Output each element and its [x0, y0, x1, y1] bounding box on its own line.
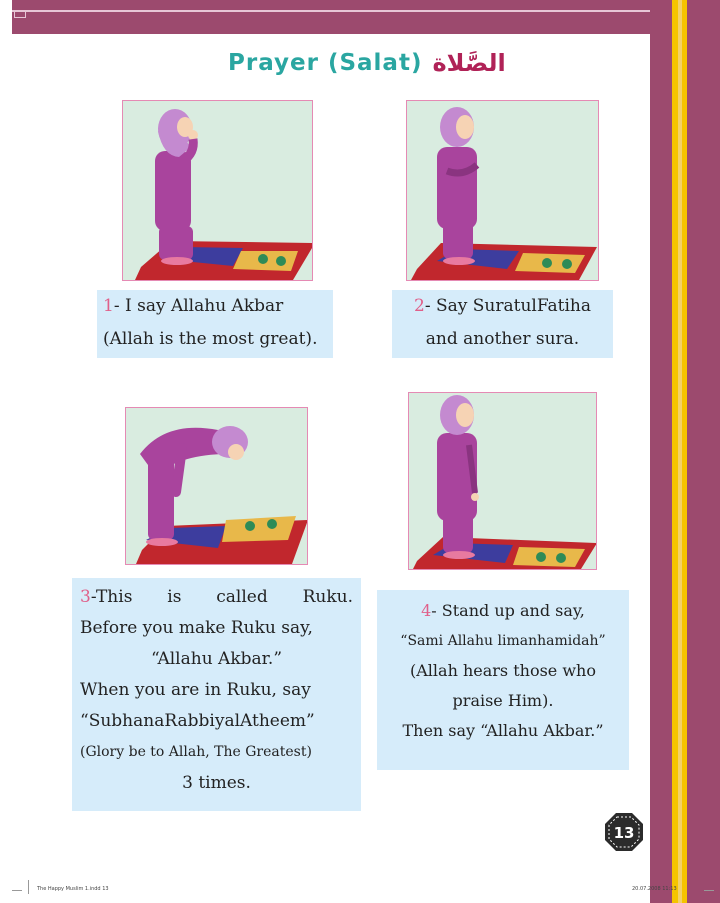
girl-ruku-illustration	[126, 408, 307, 564]
caption-line: and another sura.	[425, 329, 580, 349]
caption-line: 3 times.	[182, 773, 251, 793]
caption-line: 3-This is called Ruku.	[80, 587, 353, 607]
caption-line: Before you make Ruku say,	[80, 618, 313, 638]
caption-step-3	[72, 578, 361, 811]
caption-line: 2- Say SuratulFatiha	[414, 296, 591, 316]
page-title	[228, 45, 506, 81]
step-number: 2	[414, 296, 425, 316]
footer-file-name: The Happy Muslim 1.indd 13	[37, 886, 109, 892]
title-arabic: الصَّلاة	[432, 49, 506, 77]
illustration-step-3	[125, 407, 308, 565]
caption-line: When you are in Ruku, say	[80, 680, 311, 700]
caption-step-1	[97, 290, 333, 358]
top-border	[12, 0, 652, 34]
caption-line: praise Him).	[452, 691, 554, 710]
step-number: 1	[103, 296, 114, 316]
step-number: 3	[80, 587, 91, 607]
illustration-step-4	[408, 392, 597, 570]
caption-line: 1- I say Allahu Akbar	[103, 296, 284, 316]
caption-line: (Allah hears those who	[410, 661, 596, 680]
page-number: 13	[613, 824, 635, 842]
caption-line: “Allahu Akbar.”	[150, 649, 283, 669]
crop-mark	[12, 890, 22, 891]
girl-takbir-illustration	[123, 101, 312, 280]
top-border-line	[12, 10, 652, 12]
caption-step-4	[377, 590, 629, 770]
girl-standing-illustration	[409, 393, 596, 569]
caption-line: 4- Stand up and say,	[421, 601, 585, 620]
caption-line: “Sami Allahu limanhamidah”	[400, 633, 606, 649]
illustration-step-2	[406, 100, 599, 281]
caption-line: Then say “Allahu Akbar.”	[402, 721, 604, 740]
crop-mark	[704, 890, 714, 891]
caption-line: (Glory be to Allah, The Greatest)	[80, 744, 312, 760]
caption-line: (Allah is the most great).	[103, 329, 318, 349]
page-number-badge	[604, 812, 644, 852]
right-border	[650, 0, 672, 903]
illustration-step-1	[122, 100, 313, 281]
girl-qiyam-illustration	[407, 101, 598, 280]
crop-mark	[28, 880, 29, 894]
corner-mark	[14, 10, 26, 18]
step-number: 4	[421, 601, 432, 620]
octagon-badge-icon	[604, 812, 644, 852]
caption-line: “SubhanaRabbiyalAtheem”	[80, 711, 315, 731]
right-stripe	[687, 0, 720, 903]
title-english: Prayer (Salat)	[228, 50, 423, 76]
caption-step-2	[392, 290, 613, 358]
footer-timestamp: 20.07.2008 11:13	[632, 886, 677, 892]
